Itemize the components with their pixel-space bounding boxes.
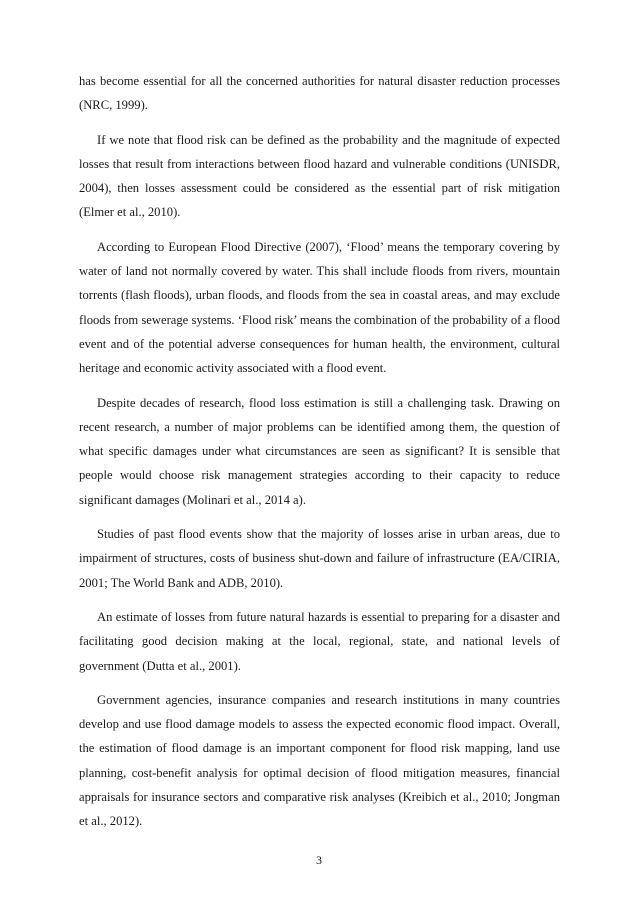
paragraph-loss-estimation: Despite decades of research, flood loss estimation is still a challenging task. Drawing on recent research, a number of major problems can be identified among them, the question of what specific damages under what circumstances are seen as significant? It is sensible that people would choose risk management strategies according to their capacity to reduce significant damages (Molinari et al., 2014 a).	[79, 395, 560, 507]
body-text	[79, 69, 560, 834]
paragraph-damage-models: Government agencies, insurance companies and research institutions in many countries develop and use flood damage models to assess the expected economic flood impact. Overall, the estimation of flood damage is an important component for flood risk mapping, land use planning, cost-benefit analysis for optimal decision of flood mitigation measures, financial appraisals for insurance sectors and comparative risk analyses (Kreibich et al., 2010; Jongman et al., 2012).	[79, 692, 560, 829]
paragraph-continuation: has become essential for all the concerned authorities for natural disaster reduction processes (NRC, 1999).	[79, 74, 560, 113]
paragraph-past-flood-events: Studies of past flood events show that the majority of losses arise in urban areas, due to impairment of structures, costs of business shut-down and failure of infrastructure (EA/CIRIA, 2001; The World Bank and ADB, 2010).	[79, 527, 560, 590]
paragraph-loss-estimate-future: An estimate of losses from future natural hazards is essential to preparing for a disaster and facilitating good decision making at the local, regional, state, and national levels of government (Dutta et al., 2001).	[79, 609, 560, 673]
paragraph-flood-risk-definition: If we note that flood risk can be defined as the probability and the magnitude of expected losses that result from interactions between flood hazard and vulnerable conditions (UNISDR, 2004), then losses assessment could be considered as the essential part of risk mitigation (Elmer et al., 2010).	[79, 132, 560, 220]
page-number: 3	[316, 853, 322, 867]
paragraph-flood-directive: According to European Flood Directive (2007), ‘Flood’ means the temporary covering by water of land not normally covered by water. This shall include floods from rivers, mountain torrents (flash floods), urban floods, and floods from the sea in coastal areas, and may exclude floods from sewerage systems. ‘Flood risk’ means the combination of the probability of a flood event and of the potential adverse consequences for human health, the environment, cultural heritage and economic activity associated with a flood event.	[79, 239, 560, 376]
